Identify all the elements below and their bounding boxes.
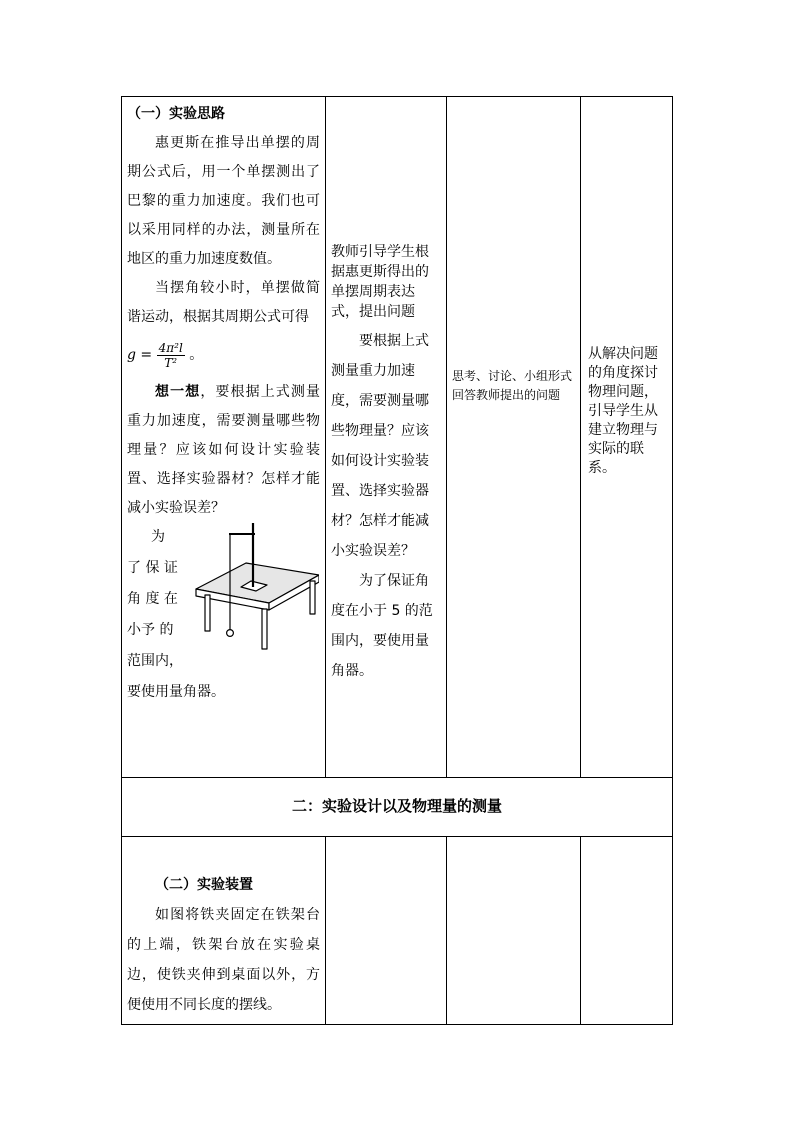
row-divider-1 — [121, 777, 673, 778]
teacher-activity-cell — [331, 242, 441, 686]
col-divider-2-bottom — [446, 836, 447, 1025]
col-divider-3-top — [580, 96, 581, 777]
section-heading-idea: （一）实验思路 — [127, 106, 225, 122]
think-paragraph — [127, 378, 320, 523]
table-leg-front-right — [262, 609, 267, 649]
formula-lhs: g = — [127, 347, 153, 363]
angle-note-line-4: 小予 的 — [127, 622, 174, 638]
formula-denominator: T² — [164, 355, 178, 370]
row-divider-2 — [121, 836, 673, 837]
table-border-right — [672, 96, 673, 1025]
design-intent-text: 从解决问题的角度探讨物理问题，引导学生从建立物理与实际的联系。 — [588, 346, 658, 476]
apparatus-text: 如图将铁夹固定在铁架台的上端，铁架台放在实验桌边，使铁夹伸到桌面以外，方便使用不同长度的摆线。 — [127, 907, 320, 1013]
table-border-left — [121, 96, 122, 1025]
col-divider-3-bottom — [580, 836, 581, 1025]
col-divider-2-top — [446, 96, 447, 777]
formula-period: 。 — [189, 347, 204, 363]
small-angle-paragraph: 当摆角较小时，单摆做简谐运动，根据其周期公式可得 — [127, 280, 320, 325]
angle-note-line-2: 了 保 证 — [127, 560, 178, 576]
angle-note-line-3: 角 度 在 — [127, 591, 178, 607]
lesson-plan-table — [121, 96, 673, 1025]
section-heading-apparatus: （二）实验装置 — [155, 877, 253, 893]
student-activity-cell — [452, 367, 574, 405]
teacher-questions: 要根据上式测量重力加速度，需要测量哪些物理量？应该如何设计实验装置、选择实验器材？怎样才能减小实验误差？ — [331, 333, 429, 559]
col-divider-1-top — [325, 96, 326, 777]
student-activity-text: 思考、讨论、小组形式回答教师提出的问题 — [452, 369, 573, 402]
angle-note-line-1: 为 — [151, 529, 165, 545]
angle-note-last: 要使用量角器。 — [127, 684, 225, 700]
formula-fraction — [157, 341, 185, 370]
angle-note-line-5: 范围内， — [127, 653, 183, 669]
apparatus-cell — [127, 870, 320, 1020]
table-leg-front-left — [205, 595, 210, 631]
think-label: 想一想 — [155, 384, 201, 400]
teacher-answer: 为了保证角度在小于 5 的范围内，要使用量角器。 — [331, 573, 433, 679]
period-formula — [127, 332, 320, 378]
pendulum-bob — [227, 630, 234, 637]
teacher-intro: 教师引导学生根据惠更斯得出的单摆周期表达式，提出问题 — [331, 244, 429, 320]
pendulum-apparatus-illustration — [189, 517, 319, 657]
col-divider-1-bottom — [325, 836, 326, 1025]
section-two-title: 二：实验设计以及物理量的测量 — [291, 797, 502, 815]
table-leg-back-right — [310, 581, 315, 614]
design-intent-cell — [588, 345, 666, 478]
table-border-top — [121, 96, 673, 97]
experiment-idea-cell — [127, 100, 320, 703]
table-border-bottom — [121, 1024, 673, 1025]
think-text: ，要根据上式测量重力加速度，需要测量哪些物理量？应该如何设计实验装置、选择实验器材？怎样才能减小实验误差？ — [127, 384, 321, 516]
formula-numerator: 4π²l — [158, 340, 183, 355]
angle-note — [127, 523, 320, 703]
huygens-paragraph: 惠更斯在推导出单摆的周期公式后，用一个单摆测出了巴黎的重力加速度。我们也可以采用同样的办法，测量所在地区的重力加速度数值。 — [127, 135, 320, 267]
